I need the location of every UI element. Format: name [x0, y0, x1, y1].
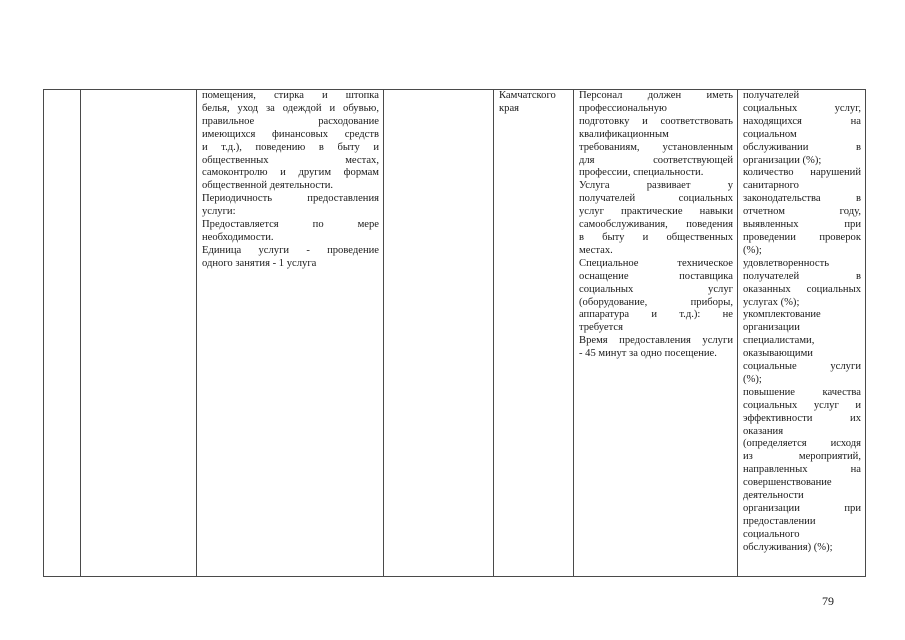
- text-line: одного занятия - 1 услуга: [202, 257, 317, 269]
- text-line: укомплектование: [743, 309, 821, 321]
- text-line: услугах (%);: [743, 296, 800, 308]
- text-line: местах.: [579, 244, 613, 256]
- text-line: оснащение поставщика: [579, 270, 733, 282]
- text-line: Персонал должен иметь: [579, 90, 733, 101]
- text-line: профессиональную: [579, 102, 667, 114]
- text-line: получателей в: [743, 270, 861, 282]
- text-line: санитарного: [743, 180, 799, 192]
- text-line: социальных услуг и: [743, 399, 861, 411]
- text-line: проведении проверок: [743, 231, 861, 243]
- text-line: общественной деятельности.: [202, 180, 334, 192]
- text-line: оказанных социальных: [743, 283, 861, 295]
- text-line: социальные услуги: [743, 361, 861, 373]
- text-line: услуги:: [202, 206, 236, 218]
- text-line: деятельности: [743, 490, 804, 502]
- text-line: организации (%);: [743, 154, 822, 166]
- tariff-cell: [384, 90, 494, 577]
- text-line: и т.д.), поведению в быту и: [202, 141, 379, 153]
- text-line: обслуживании в: [743, 141, 861, 153]
- conditions-text: [574, 90, 737, 575]
- text-line: направленных на: [743, 464, 861, 476]
- text-line: требованиям, установленным: [579, 141, 733, 153]
- text-line: оказывающими: [743, 348, 813, 360]
- text-line: требуется: [579, 322, 623, 334]
- region-text: [494, 90, 573, 575]
- text-line: имеющихся финансовых средств: [202, 128, 379, 140]
- text-line: самообслуживания, поведения: [579, 219, 733, 231]
- text-line: (оборудование, приборы,: [579, 296, 733, 308]
- text-line: организации при: [743, 503, 861, 514]
- text-line: предоставлении: [743, 515, 816, 527]
- text-line: услуг практические навыки: [579, 206, 733, 218]
- text-line: находящихся на: [743, 115, 861, 127]
- service-name-cell: [81, 90, 197, 577]
- text-line: общественных местах,: [202, 154, 379, 166]
- text-line: подготовку и соответствовать: [579, 115, 733, 127]
- text-line: в быту и общественных: [579, 231, 733, 243]
- text-line: аппаратура и т.д.): не: [579, 309, 733, 321]
- text-line: получателей: [743, 90, 800, 101]
- text-line: Единица услуги - проведение: [202, 244, 379, 256]
- text-line: квалификационным: [579, 128, 669, 140]
- text-line: совершенствование: [743, 477, 832, 489]
- text-line: законодательства в: [743, 193, 861, 205]
- text-line: социальном: [743, 128, 797, 140]
- text-line: самоконтролю и другим формам: [202, 167, 379, 179]
- text-line: социальных услуг,: [743, 102, 861, 114]
- text-line: оказания: [743, 425, 784, 437]
- text-line: правильное расходование: [202, 115, 379, 127]
- text-line: выявленных при: [743, 219, 861, 231]
- text-line: для соответствующей: [579, 154, 733, 166]
- text-line: организации: [743, 322, 800, 334]
- text-line: социальных услуг: [579, 283, 733, 295]
- text-line: Предоставляется по мере: [202, 219, 379, 231]
- service-description-cell: [197, 90, 384, 577]
- text-line: Периодичность предоставления: [202, 193, 379, 205]
- conditions-cell: [574, 90, 738, 577]
- text-line: белья, уход за одеждой и обувью,: [202, 102, 379, 114]
- text-line: количество нарушений: [743, 167, 861, 179]
- text-line: социального: [743, 528, 800, 540]
- text-line: Услуга развивает у: [579, 180, 733, 192]
- text-line: Камчатского: [499, 90, 556, 101]
- text-line: края: [499, 102, 520, 114]
- text-line: специалистами,: [743, 335, 815, 347]
- quality-indicators-cell: [738, 90, 866, 577]
- text-line: (%);: [743, 373, 762, 385]
- text-line: (определяется исходя: [743, 438, 861, 450]
- text-line: Время предоставления услуги: [579, 335, 733, 347]
- text-line: Специальное техническое: [579, 257, 733, 269]
- text-line: (%);: [743, 244, 762, 256]
- text-line: - 45 минут за одно посещение.: [579, 348, 717, 360]
- service-standards-table: [43, 89, 866, 577]
- text-line: помещения, стирка и штопка: [202, 90, 379, 101]
- text-line: эффективности их: [743, 412, 861, 424]
- text-line: из мероприятий,: [743, 451, 861, 463]
- text-line: повышение качества: [743, 386, 861, 398]
- page-number: 79: [822, 594, 834, 608]
- text-line: получателей социальных: [579, 193, 733, 205]
- text-line: профессии, специальности.: [579, 167, 704, 179]
- text-line: удовлетворенность: [743, 257, 830, 269]
- text-line: необходимости.: [202, 231, 274, 243]
- row-number-cell: [44, 90, 81, 577]
- table-row: [44, 90, 866, 577]
- service-description-text: [197, 90, 383, 575]
- text-line: отчетном году,: [743, 206, 861, 218]
- region-cell: [494, 90, 574, 577]
- quality-indicators-text: [738, 90, 865, 575]
- text-line: обслуживания) (%);: [743, 541, 833, 553]
